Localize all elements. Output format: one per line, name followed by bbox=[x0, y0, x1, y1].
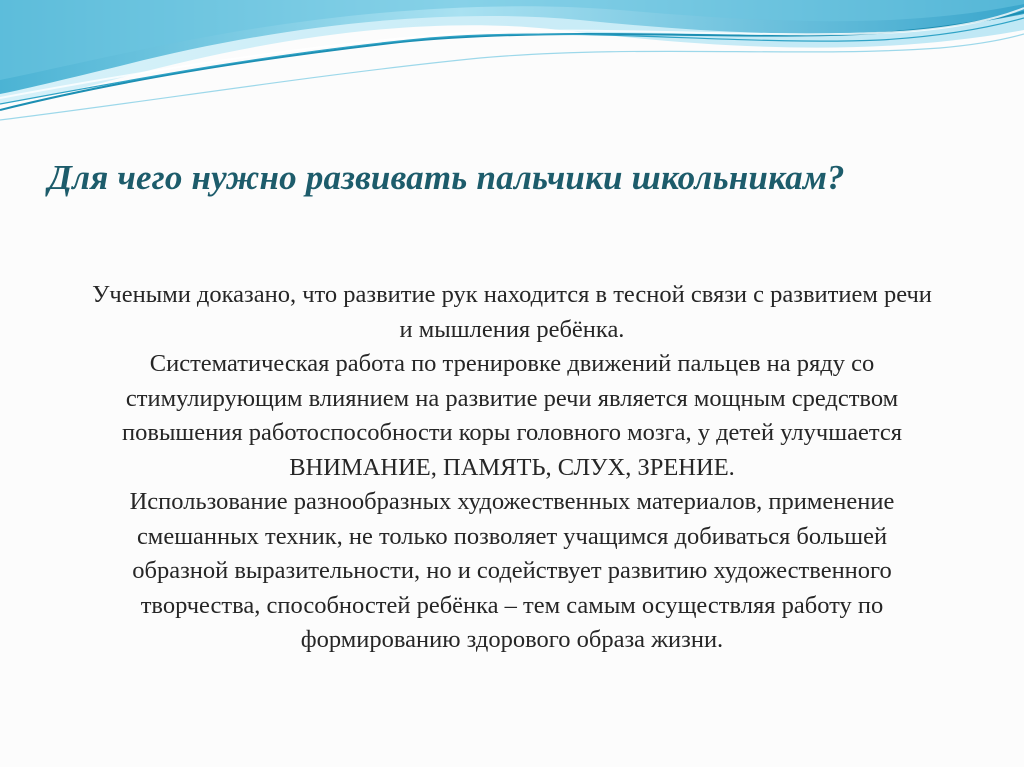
decorative-wave-header bbox=[0, 0, 1024, 130]
slide-body-text bbox=[86, 278, 938, 658]
body-paragraph-1: Учеными доказано, что развитие рук находится в тесной связи с развитием речи и мышления ребёнка. bbox=[92, 281, 932, 343]
body-paragraph-3: Использование разнообразных художественных материалов, применение смешанных техник, не только позволяет учащимся добиваться большей образной выразительности, но и содействует развитию художественного творчества, способностей ребёнка – тем самым осуществляя работу по формированию здорового образа жизни. bbox=[129, 488, 895, 653]
body-paragraph-2: Систематическая работа по тренировке движений пальцев на ряду со стимулирующим влиянием на развитие речи является мощным средством повышения работоспособности коры головного мозга, у детей улучшается ВНИМАНИЕ, ПАМЯТЬ, СЛУХ, ЗРЕНИЕ. bbox=[122, 350, 902, 481]
slide-title: Для чего нужно развивать пальчики школьникам? bbox=[48, 158, 845, 197]
